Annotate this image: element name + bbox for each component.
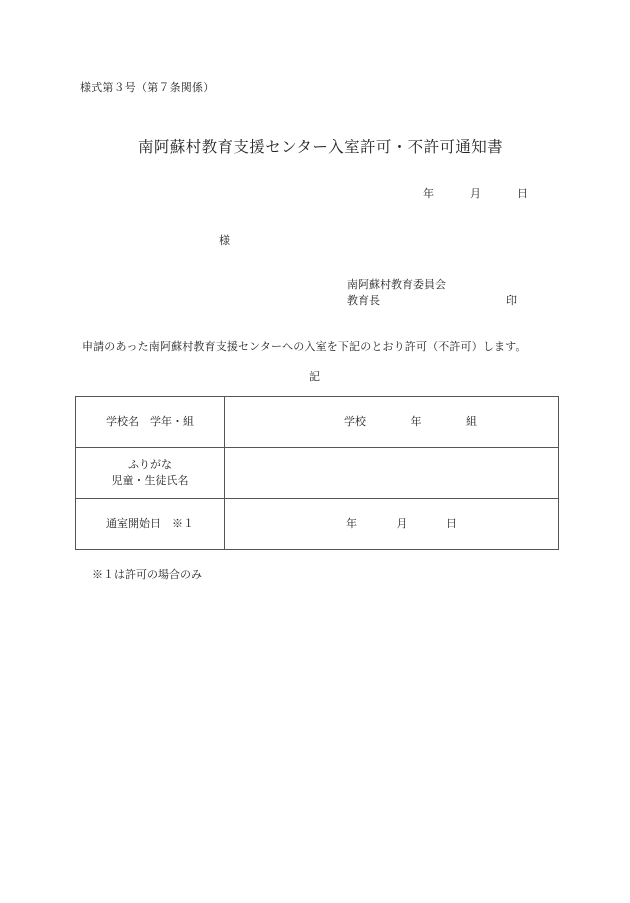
start-year-label: 年: [346, 517, 357, 530]
issuer-title: 教育長: [347, 294, 380, 307]
date-year-label: 年: [423, 187, 434, 200]
permission-details-table: [75, 396, 559, 550]
start-date-label: 通室開始日 ※１: [76, 499, 225, 550]
start-date-value: [225, 499, 559, 550]
table-row-school: [76, 397, 559, 448]
issuer-organization: 南阿蘇村教育委員会: [347, 278, 446, 291]
class-suffix: 組: [466, 415, 477, 428]
school-grade-class-label: 学校名 学年・組: [76, 397, 225, 448]
grade-suffix: 年: [410, 415, 422, 428]
footnote: ※１は許可の場合のみ: [92, 568, 202, 581]
notice-body-text: 申請のあった南阿蘇村教育支援センターへの入室を下記のとおり許可（不許可）します。: [82, 340, 527, 353]
addressee-honorific: 様: [219, 234, 230, 247]
table-row-student-name: [76, 448, 559, 499]
student-name-value: [225, 448, 559, 499]
date-month-label: 月: [470, 187, 481, 200]
ki-heading: 記: [309, 370, 320, 383]
school-suffix: 学校: [344, 415, 366, 428]
student-name-label: [76, 448, 225, 499]
form-number: 様式第３号（第７条関係）: [80, 81, 215, 94]
seal-mark: 印: [506, 294, 517, 307]
table-row-start-date: [76, 499, 559, 550]
document-title: 南阿蘇村教育支援センター入室許可・不許可通知書: [138, 138, 504, 156]
start-month-label: 月: [396, 517, 408, 530]
school-grade-class-value: [225, 397, 559, 448]
start-day-label: 日: [446, 517, 457, 530]
date-day-label: 日: [517, 187, 528, 200]
student-name-label-text: 児童・生徒氏名: [111, 474, 189, 487]
furigana-label: ふりがな: [128, 458, 172, 471]
